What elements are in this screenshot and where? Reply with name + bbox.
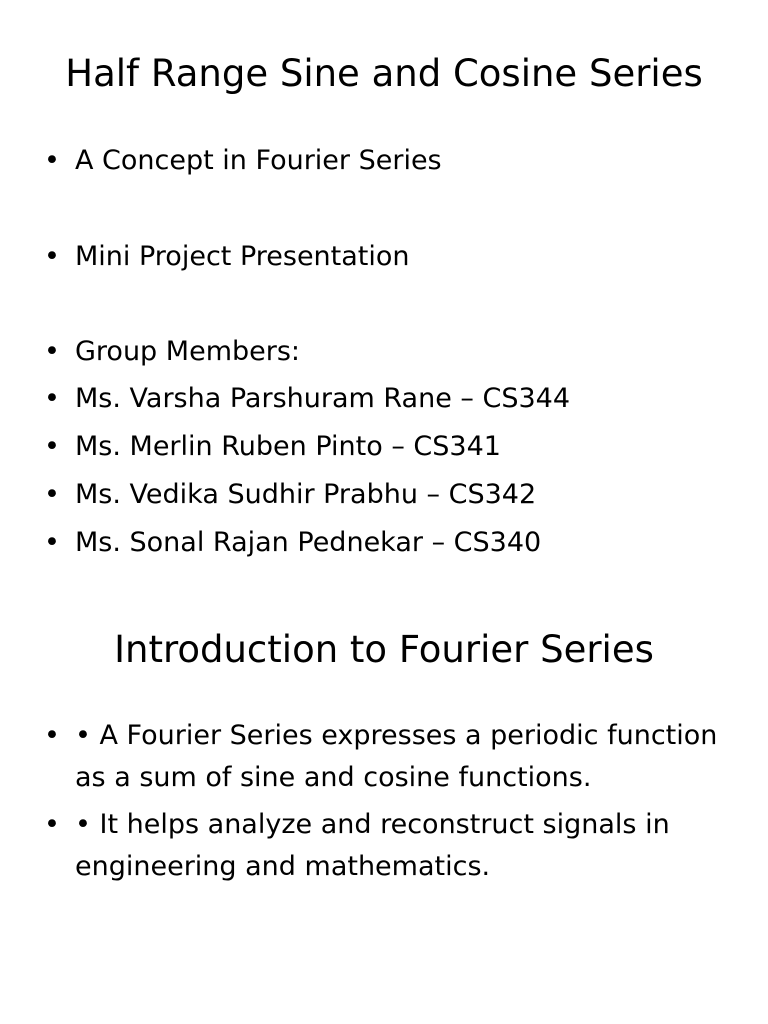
bullet-icon: • bbox=[44, 336, 60, 367]
bullet-icon: • bbox=[44, 383, 60, 414]
bullet-text: Ms. Varsha Parshuram Rane – CS344 bbox=[75, 383, 571, 414]
bullet-icon: • bbox=[44, 241, 60, 272]
bullet-text: Ms. Sonal Rajan Pednekar – CS340 bbox=[75, 527, 542, 558]
bullet-text: • It helps analyze and reconstruct signals in engineering and mathematics. bbox=[75, 809, 670, 882]
bullet-icon: • bbox=[44, 479, 60, 510]
bullet-text: Ms. Vedika Sudhir Prabhu – CS342 bbox=[75, 479, 537, 510]
bullet-icon: • bbox=[44, 720, 60, 751]
bullet-text: Group Members: bbox=[75, 336, 301, 367]
slide-title: Half Range Sine and Cosine Series bbox=[65, 52, 703, 95]
bullet-icon: • bbox=[44, 809, 60, 840]
bullet-text: Mini Project Presentation bbox=[75, 241, 410, 272]
bullet-icon: • bbox=[44, 145, 60, 176]
slide-title: Introduction to Fourier Series bbox=[114, 628, 654, 671]
bullet-icon: • bbox=[44, 431, 60, 462]
bullet-icon: • bbox=[44, 527, 60, 558]
bullet-text: Ms. Merlin Ruben Pinto – CS341 bbox=[75, 431, 501, 462]
bullet-text: A Concept in Fourier Series bbox=[75, 145, 442, 176]
bullet-text: • A Fourier Series expresses a periodic function as a sum of sine and cosine functions. bbox=[75, 720, 718, 793]
